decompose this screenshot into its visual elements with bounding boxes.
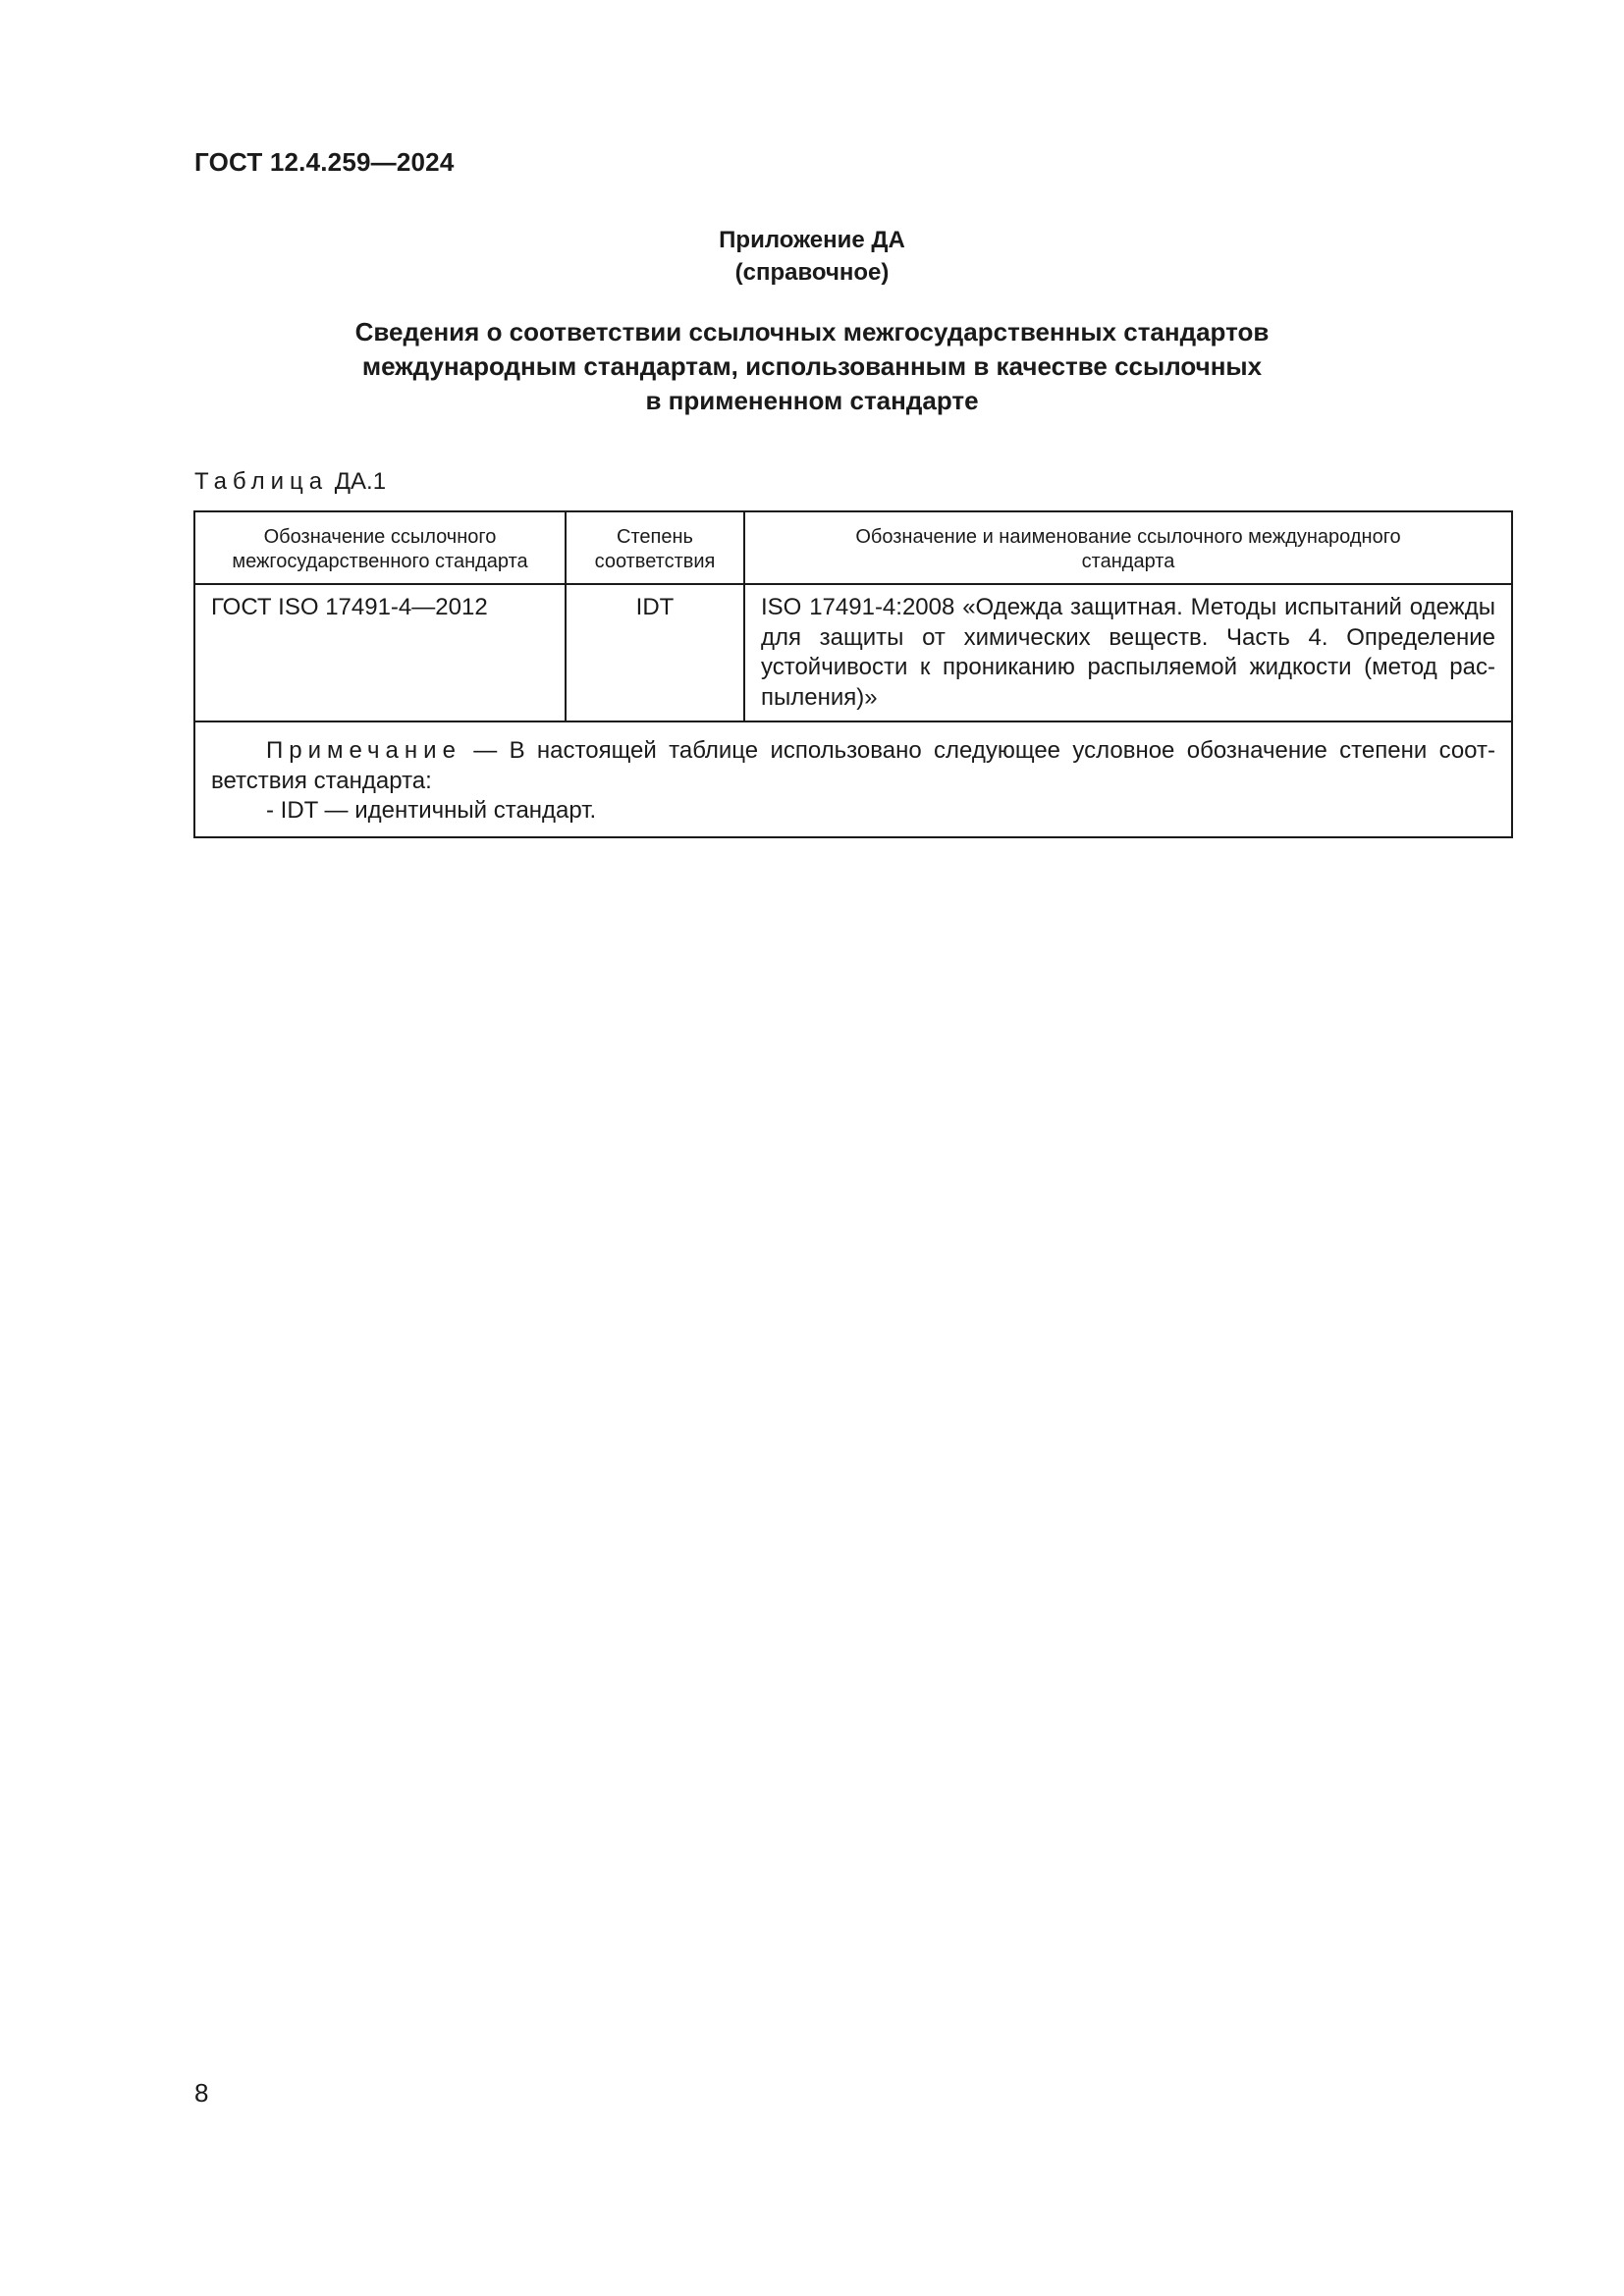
table-note-row xyxy=(194,721,1512,837)
appendix-header xyxy=(0,224,1624,289)
note-list-item: - IDT — идентичный стандарт. xyxy=(266,797,597,824)
note-label: Примечание xyxy=(266,737,461,764)
section-heading xyxy=(0,315,1624,418)
document-code: ГОСТ 12.4.259—2024 xyxy=(194,147,455,177)
section-heading-line-1: Сведения о соответствии ссылочных межгосударственных стандартов xyxy=(354,317,1270,347)
table-caption-label: Таблица xyxy=(194,468,329,495)
section-heading-line-3: в примененном стандарте xyxy=(645,386,979,415)
note-text xyxy=(211,736,1495,796)
table-caption xyxy=(194,468,386,496)
column-header-degree: Степень соответствия xyxy=(566,511,744,584)
column-header-designation: Обозначение ссылочного межгосударственного стандарта xyxy=(194,511,566,584)
table-caption-number: ДА.1 xyxy=(334,468,387,495)
table-row xyxy=(194,584,1512,721)
table-header-row xyxy=(194,511,1512,584)
column-header-international: Обозначение и наименование ссылочного международного стандарта xyxy=(744,511,1512,584)
section-heading-line-2: международным стандартам, использованным в качестве ссылочных xyxy=(361,351,1263,381)
cell-designation: ГОСТ ISO 17491-4—2012 xyxy=(194,584,566,721)
cell-degree: IDT xyxy=(566,584,744,721)
appendix-title: Приложение ДА xyxy=(719,227,905,253)
correspondence-table xyxy=(193,510,1513,838)
cell-international: ISO 17491-4:2008 «Одежда защитная. Методы испытаний одежды для защиты от химических веществ. Часть 4. Определение устойчивости к проникaнию распыляемой жидкости (метод распыления)» xyxy=(744,584,1512,721)
appendix-subtitle: (справочное) xyxy=(734,259,890,286)
page-number: 8 xyxy=(194,2078,209,2108)
note-body: — В настоящей таблице использовано следующее условное обозначение степени соответствия стандарта: xyxy=(211,737,1495,794)
table-note xyxy=(194,721,1512,837)
